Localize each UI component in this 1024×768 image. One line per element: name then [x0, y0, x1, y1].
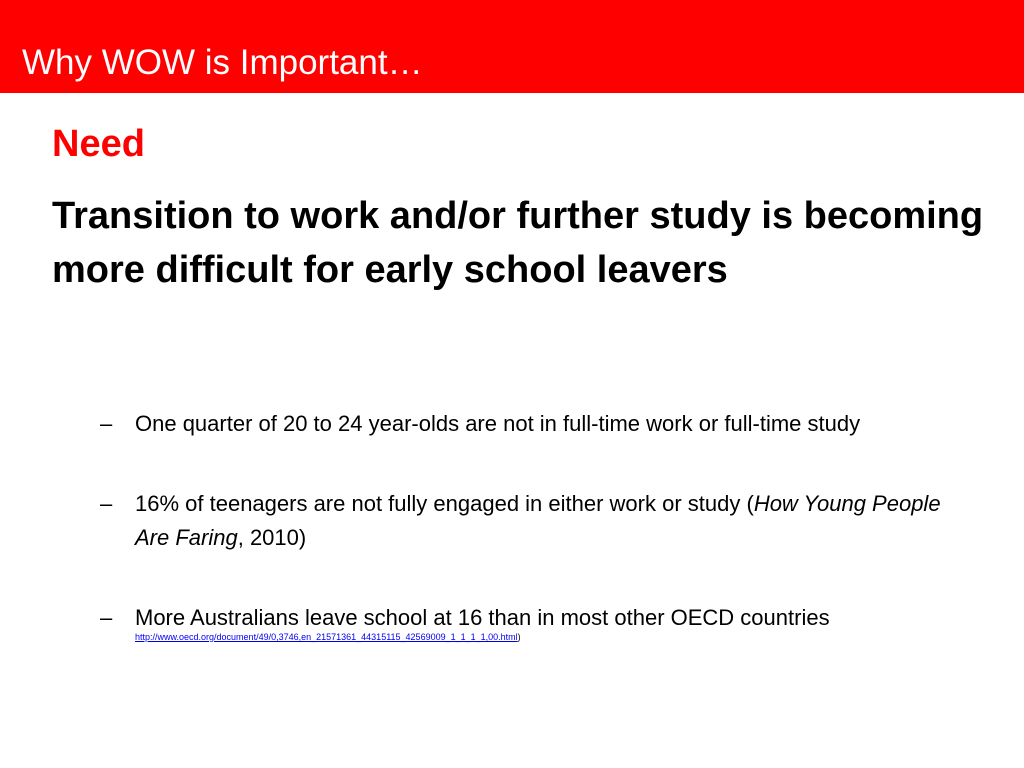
- bullet-italic-source: How Young People Are Faring: [135, 491, 941, 550]
- dash-bullet-icon: –: [100, 605, 113, 630]
- bullet-text: More Australians leave school at 16 than in most other OECD countries: [135, 605, 830, 630]
- dash-bullet-icon: –: [100, 491, 113, 516]
- bullet-text-before: 16% of teenagers are not fully engaged in either work or study (: [135, 491, 754, 516]
- bullet-list: [100, 407, 980, 643]
- source-close-paren: ): [517, 632, 521, 642]
- source-citation: [135, 631, 980, 643]
- bullet-item: [100, 487, 980, 555]
- bullet-item: [100, 407, 980, 441]
- slide-title: Why WOW is Important…: [22, 43, 423, 82]
- dash-bullet-icon: –: [100, 411, 113, 436]
- subheading-need: Need: [52, 123, 145, 165]
- headline: Transition to work and/or further study is becoming more difficult for early school leavers: [52, 195, 984, 291]
- oecd-source-link[interactable]: http://www.oecd.org/document/49/0,3746,en_21571361_44315115_42569009_1_1_1_1,00.html: [135, 632, 518, 642]
- bullet-text-after: , 2010): [237, 525, 307, 550]
- bullet-item: [100, 601, 980, 643]
- bullet-text: One quarter of 20 to 24 year-olds are not in full-time work or full-time study: [135, 411, 861, 436]
- title-bar: [0, 0, 1024, 93]
